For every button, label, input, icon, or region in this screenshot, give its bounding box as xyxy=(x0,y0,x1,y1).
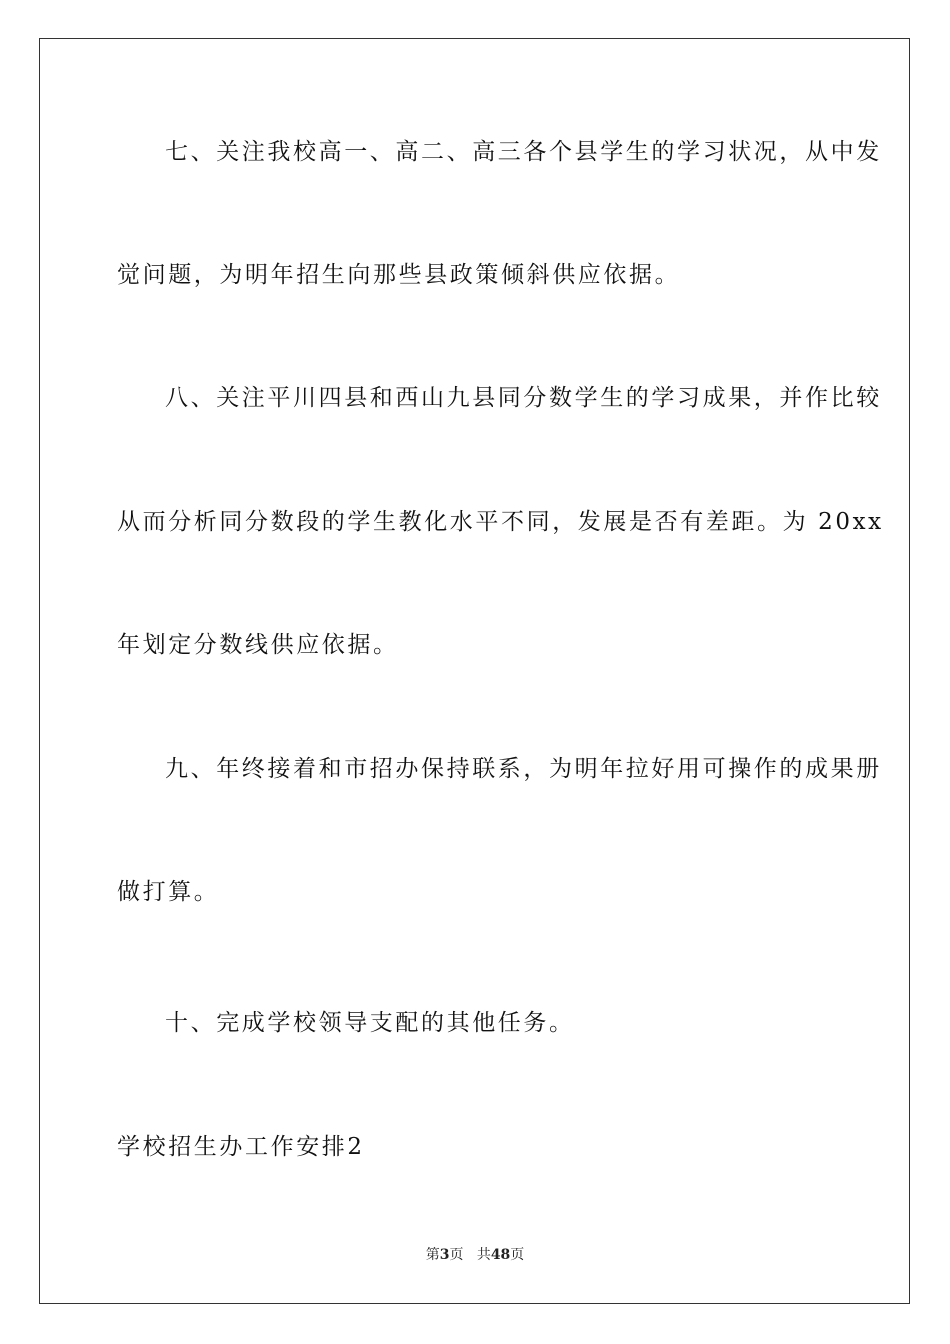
footer-total-prefix: 共 xyxy=(476,1247,491,1263)
section-heading: 学校招生办工作安排2 xyxy=(117,1134,365,1160)
paragraph-8-line-3: 年划定分数线供应依据。 xyxy=(117,632,399,658)
paragraph-7-line-1: 七、关注我校高一、高二、高三各个县学生的学习状况，从中发 xyxy=(165,139,882,165)
paragraph-7-line-2: 觉问题，为明年招生向那些县政策倾斜供应依据。 xyxy=(117,262,681,288)
paragraph-10-line-1: 十、完成学校领导支配的其他任务。 xyxy=(165,1010,575,1036)
paragraph-9-line-2: 做打算。 xyxy=(117,879,220,905)
paragraph-8-line-2: 从而分析同分数段的学生教化水平不同，发展是否有差距。为 20xx xyxy=(117,509,884,535)
footer-total-pages: 48 xyxy=(490,1247,511,1263)
footer-total-suffix: 页 xyxy=(510,1247,525,1263)
footer-page-number: 3 xyxy=(439,1247,450,1263)
page-border xyxy=(39,38,910,1304)
paragraph-9-line-1: 九、年终接着和市招办保持联系，为明年拉好用可操作的成果册 xyxy=(165,756,882,782)
footer-page-prefix: 第 xyxy=(425,1247,440,1263)
paragraph-8-line-1: 八、关注平川四县和西山九县同分数学生的学习成果，并作比较 xyxy=(165,385,882,411)
footer-page-suffix: 页 xyxy=(449,1247,464,1263)
page-footer xyxy=(0,1244,950,1264)
